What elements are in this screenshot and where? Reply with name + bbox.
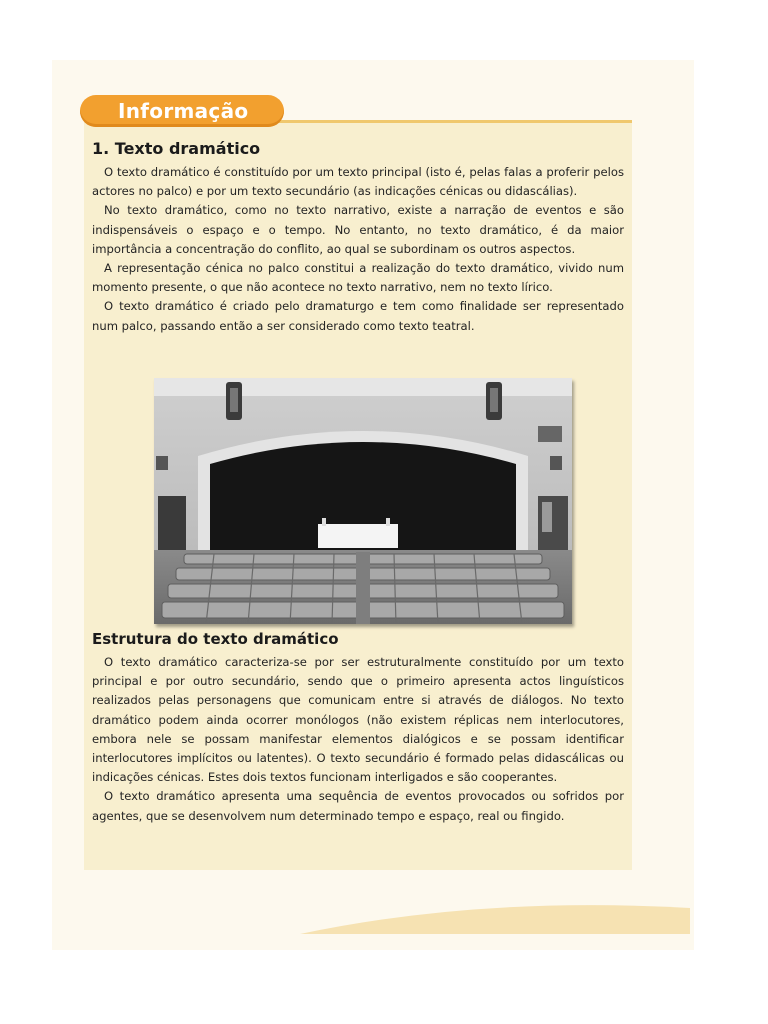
section-title-estrutura: Estrutura do texto dramático <box>92 630 339 648</box>
decorative-swoosh <box>300 900 690 940</box>
paragraph: O texto dramático é constituído por um texto principal (isto é, pelas falas a proferir pelos actores no palco) e por um texto secundário (as indicações cénicas ou didascálias). <box>92 165 624 199</box>
info-tab-label: Informação <box>118 99 249 123</box>
paragraph: A representação cénica no palco constitui a realização do texto dramático, vivido num momento presente, o que não acontece no texto narrativo, nem no texto lírico. <box>92 261 624 295</box>
theatre-photo <box>154 378 572 624</box>
section1-body <box>92 163 624 336</box>
paragraph: O texto dramático caracteriza-se por ser estruturalmente constituído por um texto principal e por outro secundário, sendo que o primeiro apresenta actos linguísticos realizados pelas personagens que comunicam entre si através de diálogos. No texto dramático podem ainda ocorrer monólogos (não existem réplicas nem interlocutores, embora nele se possam manifestar elementos dialógicos e se possam identificar interlocutores implícitos ou latentes). O texto secundário é formado pelas didascálicas ou indicações cénicas. Estes dois textos funcionam interligados e são cooperantes. <box>92 655 624 785</box>
paragraph: O texto dramático é criado pelo dramaturgo e tem como finalidade ser representado num palco, passando então a ser considerado como texto teatral. <box>92 299 624 333</box>
section-title-texto-dramatico: 1. Texto dramático <box>92 139 261 158</box>
section2-body <box>92 653 624 826</box>
header-rule <box>260 120 632 123</box>
paragraph: No texto dramático, como no texto narrativo, existe a narração de eventos e são indispensáveis o espaço e o tempo. No entanto, no texto dramático, é da maior importância a concentração do conflito, ao qual se subordinam os outros aspectos. <box>92 203 624 256</box>
paragraph: O texto dramático apresenta uma sequência de eventos provocados ou sofridos por agentes, que se desenvolvem num determinado tempo e espaço, real ou fingido. <box>92 789 624 823</box>
